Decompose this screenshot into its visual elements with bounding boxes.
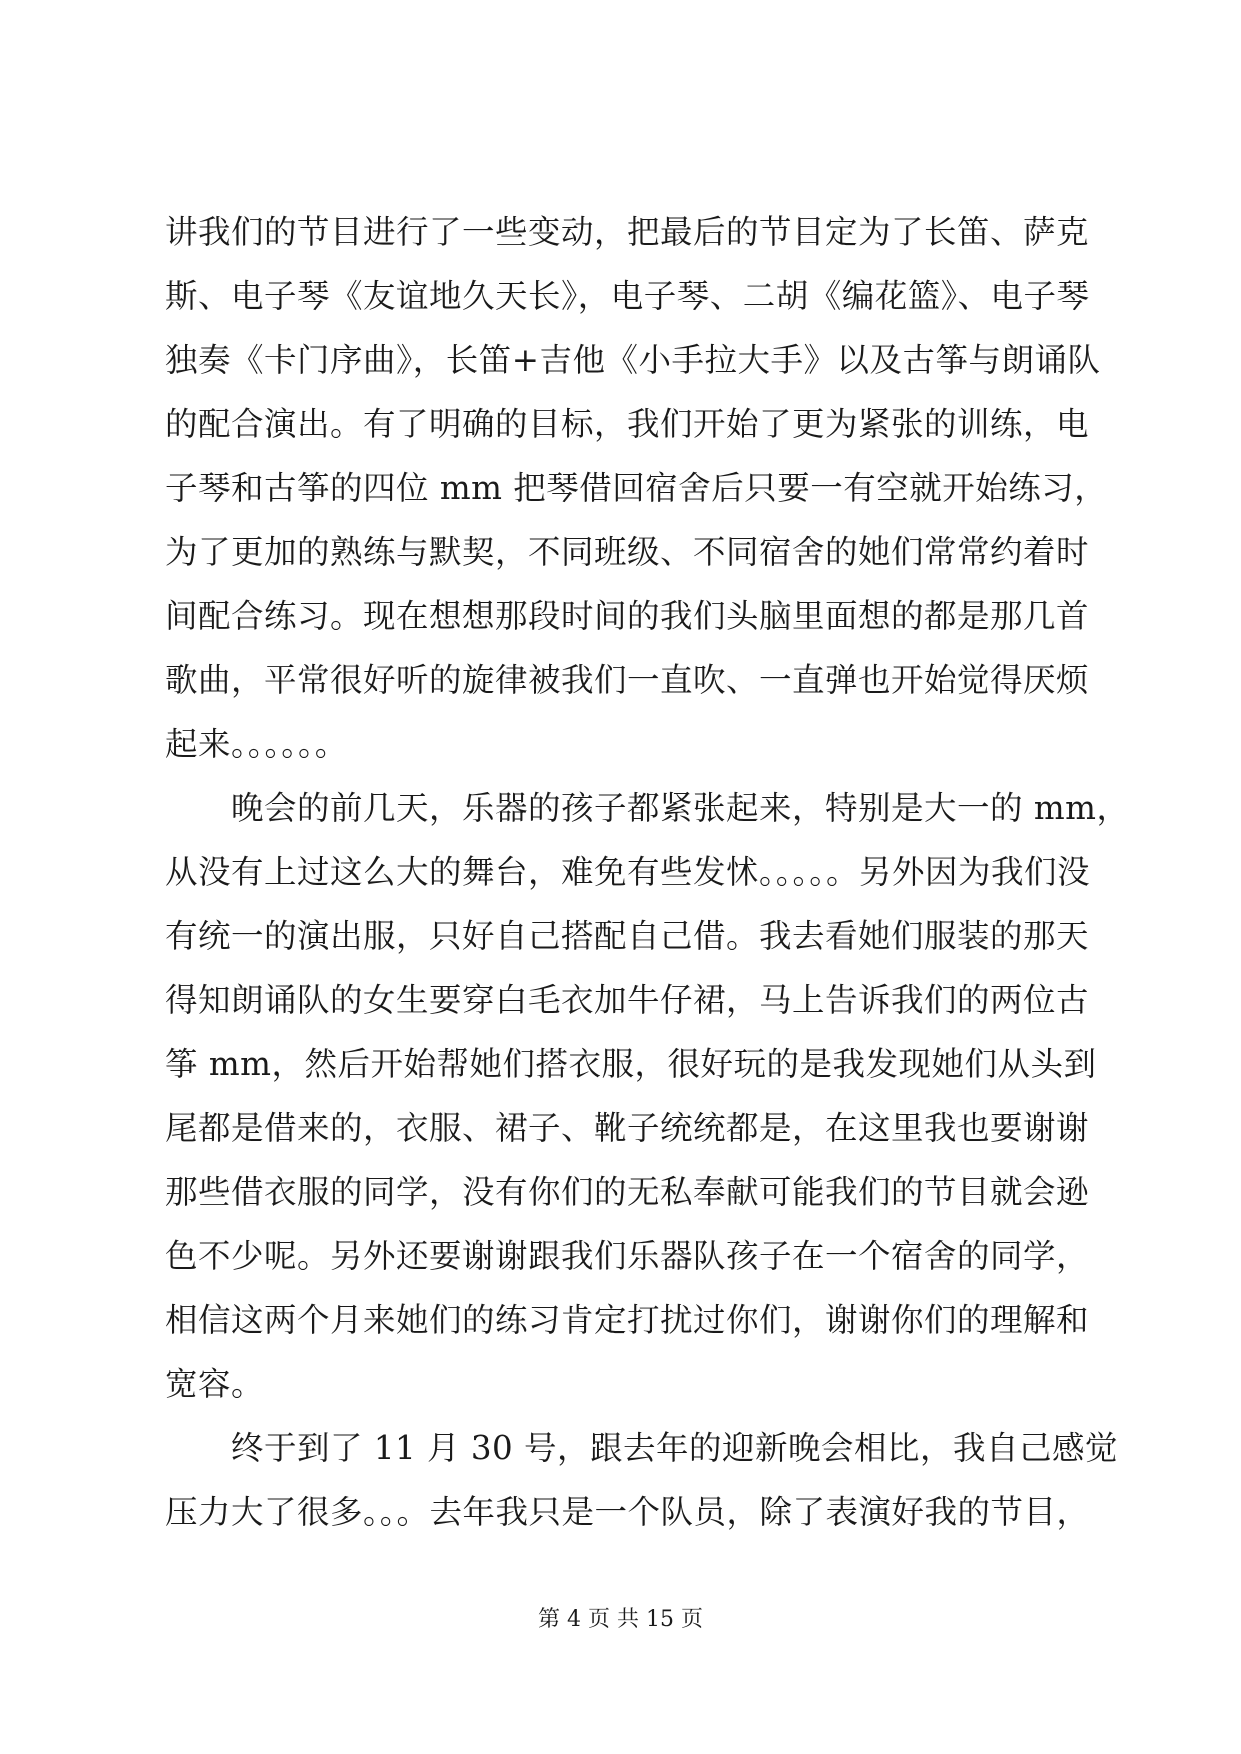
- text-line: 色不少呢。另外还要谢谢跟我们乐器队孩子在一个宿舍的同学，: [165, 1237, 1090, 1275]
- text-line: 有统一的演出服，只好自己搭配自己借。我去看她们服装的那天: [165, 917, 1090, 955]
- text-line: 得知朗诵队的女生要穿白毛衣加牛仔裙，马上告诉我们的两位古: [165, 981, 1090, 1019]
- text-line: 晚会的前几天，乐器的孩子都紧张起来，特别是大一的 mm，: [165, 789, 1130, 827]
- text-line: 讲我们的节目进行了一些变动，把最后的节目定为了长笛、萨克: [165, 213, 1090, 251]
- page-footer: 第 4 页 共 15 页: [538, 1607, 703, 1632]
- text-line: 筝 mm，然后开始帮她们搭衣服，很好玩的是我发现她们从头到: [165, 1045, 1097, 1083]
- text-line: 起来。。。。。。: [165, 725, 348, 763]
- text-line: 歌曲，平常很好听的旋律被我们一直吹、一直弹也开始觉得厌烦: [165, 661, 1090, 699]
- text-line: 间配合练习。现在想想那段时间的我们头脑里面想的都是那几首: [165, 597, 1090, 635]
- text-line: 宽容。: [165, 1365, 265, 1403]
- text-line: 子琴和古筝的四位 mm 把琴借回宿舍后只要一有空就开始练习，: [165, 469, 1108, 507]
- text-line: 的配合演出。有了明确的目标，我们开始了更为紧张的训练，电: [165, 405, 1090, 443]
- document-body: [165, 200, 1130, 1544]
- text-line: 那些借衣服的同学，没有你们的无私奉献可能我们的节目就会逊: [165, 1173, 1090, 1211]
- text-line: 尾都是借来的，衣服、裙子、靴子统统都是，在这里我也要谢谢: [165, 1109, 1090, 1147]
- text-line: 为了更加的熟练与默契，不同班级、不同宿舍的她们常常约着时: [165, 533, 1090, 571]
- text-line: 从没有上过这么大的舞台，难免有些发怵。。。。。另外因为我们没: [165, 853, 1091, 891]
- text-line: 相信这两个月来她们的练习肯定打扰过你们，谢谢你们的理解和: [165, 1301, 1090, 1339]
- text-line: 终于到了 11 月 30 号，跟去年的迎新晚会相比，我自己感觉: [165, 1429, 1119, 1467]
- text-line: 独奏《卡门序曲》，长笛+吉他《小手拉大手》以及古筝与朗诵队: [165, 341, 1101, 379]
- text-line: 斯、电子琴《友谊地久天长》，电子琴、二胡《编花篮》、电子琴: [165, 277, 1090, 315]
- text-line: 压力大了很多。。。去年我只是一个队员，除了表演好我的节目，: [165, 1493, 1090, 1531]
